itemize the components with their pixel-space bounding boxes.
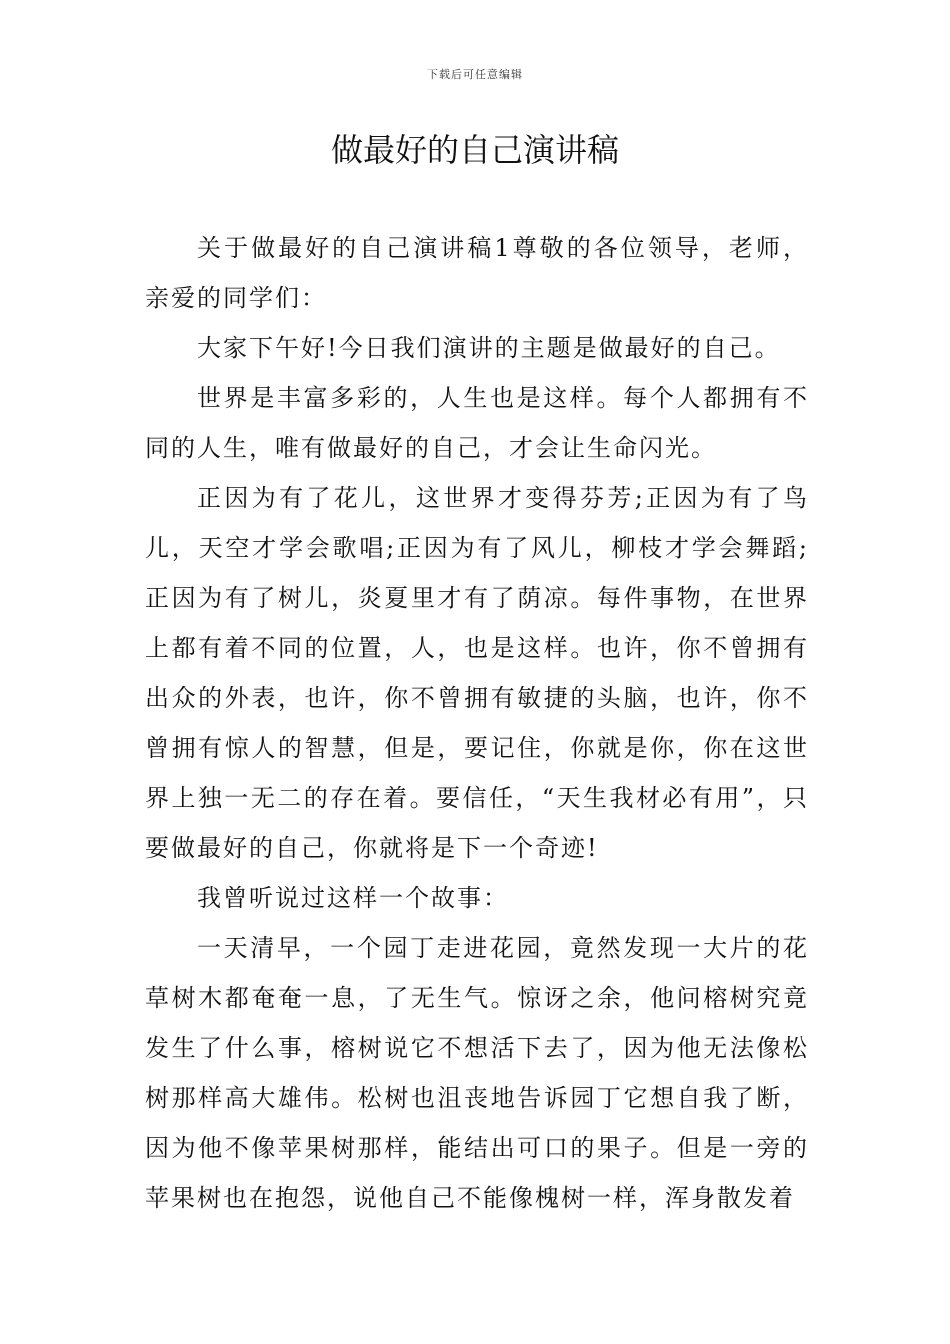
header-note: 下载后可任意编辑 [427, 68, 523, 81]
paragraph: 世界是丰富多彩的，人生也是这样。每个人都拥有不同的人生，唯有做最好的自己，才会让生命闪光。 [145, 384, 809, 462]
paragraph: 大家下午好!今日我们演讲的主题是做最好的自己。 [197, 334, 781, 362]
document-body [145, 223, 809, 1223]
paragraph: 正因为有了花儿，这世界才变得芬芳;正因为有了鸟儿，天空才学会歌唱;正因为有了风儿，柳枝才学会舞蹈;正因为有了树儿，炎夏里才有了荫凉。每件事物，在世界上都有着不同的位置，人，也是这样。也许，你不曾拥有出众的外表，也许，你不曾拥有敏捷的头脑，也许，你不曾拥有惊人的智慧，但是，要记住，你就是你，你在这世界上独一无二的存在着。要信任，“天生我材必有用”，只要做最好的自己，你就将是下一个奇迹! [145, 484, 809, 862]
paragraph: 我曾听说过这样一个故事： [197, 884, 509, 912]
document-title: 做最好的自己演讲稿 [330, 131, 619, 169]
paragraph: 一天清早，一个园丁走进花园，竟然发现一大片的花草树木都奄奄一息，了无生气。惊讶之余，他问榕树究竟发生了什么事，榕树说它不想活下去了，因为他无法像松树那样高大雄伟。松树也沮丧地告诉园丁它想自我了断，因为他不像苹果树那样，能结出可口的果子。但是一旁的苹果树也在抱怨，说他自己不能像槐树一样，浑身散发着 [145, 934, 809, 1212]
paragraph: 关于做最好的自己演讲稿1尊敬的各位领导，老师，亲爱的同学们： [145, 234, 809, 312]
